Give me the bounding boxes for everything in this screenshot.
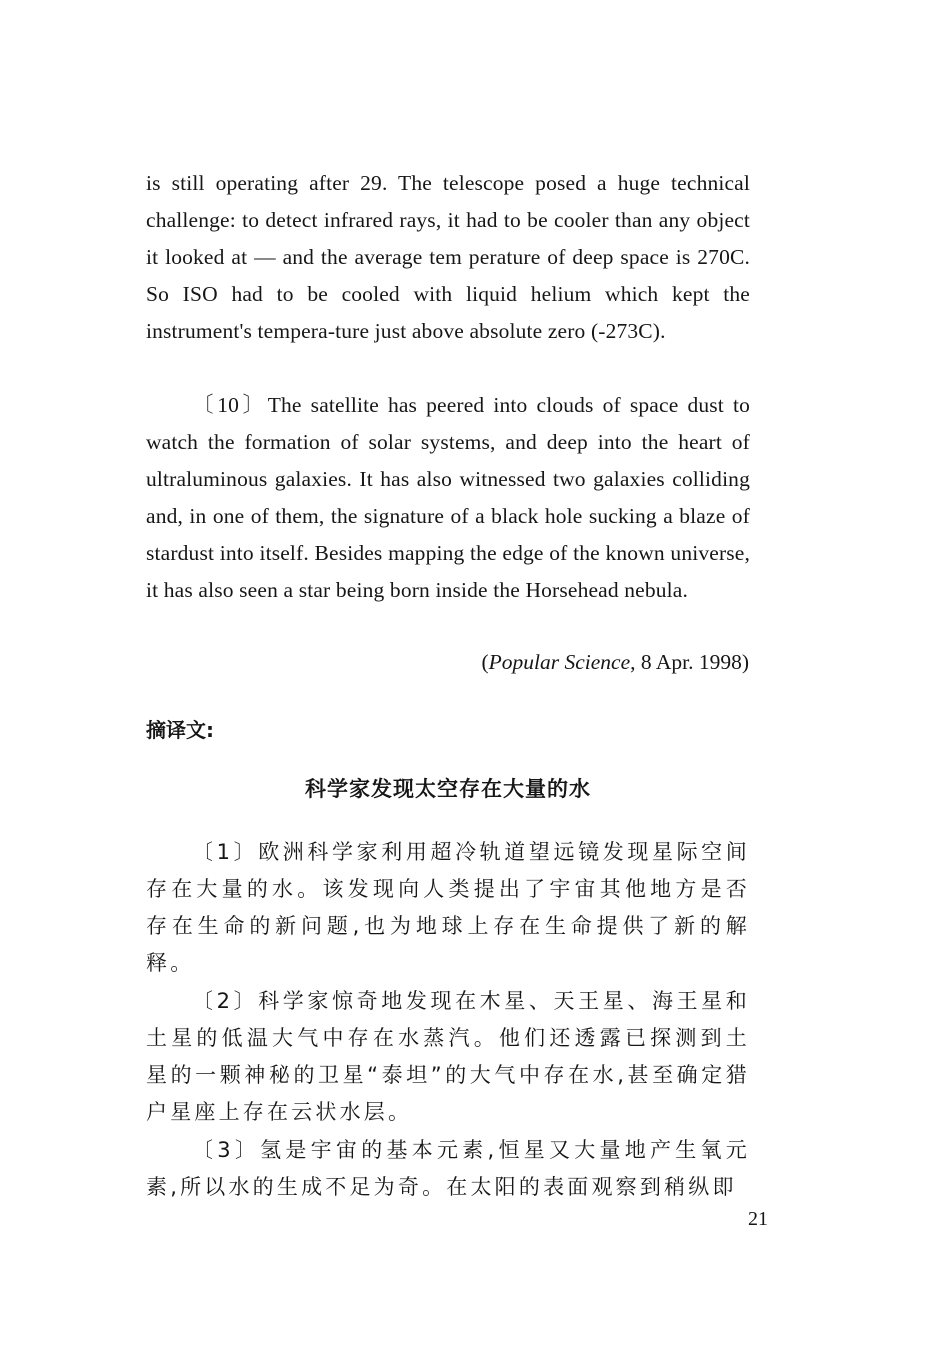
english-paragraph-2: 〔10〕The satellite has peered into clouds of space dust to watch the formation of solar systems, and deep into the heart of ultraluminous galaxies. It has also witnessed two galaxies colliding and, in one of them, the signature of a black hole sucking a blaze of stardust into itself. Besides mapping the edge of the known universe, it has also seen a star being born inside the Horsehead nebula. [146,393,750,602]
citation-rest: , 8 Apr. 1998) [630,650,749,674]
section-label: 摘译文: [146,718,214,742]
page-number: 21 [748,1208,768,1230]
english-paragraph-1: is still operating after 29. The telescope posed a huge technical challenge: to detect infrared rays, it had to be cooler than any object it looked at — and the average tem perature of deep space is 270C. So ISO had to be cooled with liquid helium which kept the instrument's tempera-ture just above absolute zero (-273C). [146,171,750,343]
translation-title: 科学家发现太空存在大量的水 [305,777,591,801]
chinese-paragraph-3: 〔3〕氢是宇宙的基本元素,恒星又大量地产生氧元素,所以水的生成不足为奇。在太阳的表面观察到稍纵即 [146,1138,750,1199]
chinese-paragraph-2: 〔2〕科学家惊奇地发现在木星、天王星、海王星和土星的低温大气中存在水蒸汽。他们还透露已探测到土星的一颗神秘的卫星“泰坦”的大气中存在水,甚至确定猎户星座上存在云状水层。 [146,989,750,1124]
chinese-paragraph-1: 〔1〕欧洲科学家利用超冷轨道望远镜发现星际空间存在大量的水。该发现向人类提出了宇宙其他地方是否存在生命的新问题,也为地球上存在生命提供了新的解释。 [146,840,750,975]
citation-open: ( [481,650,489,674]
citation [481,650,749,675]
citation-source: Popular Science [488,650,631,674]
